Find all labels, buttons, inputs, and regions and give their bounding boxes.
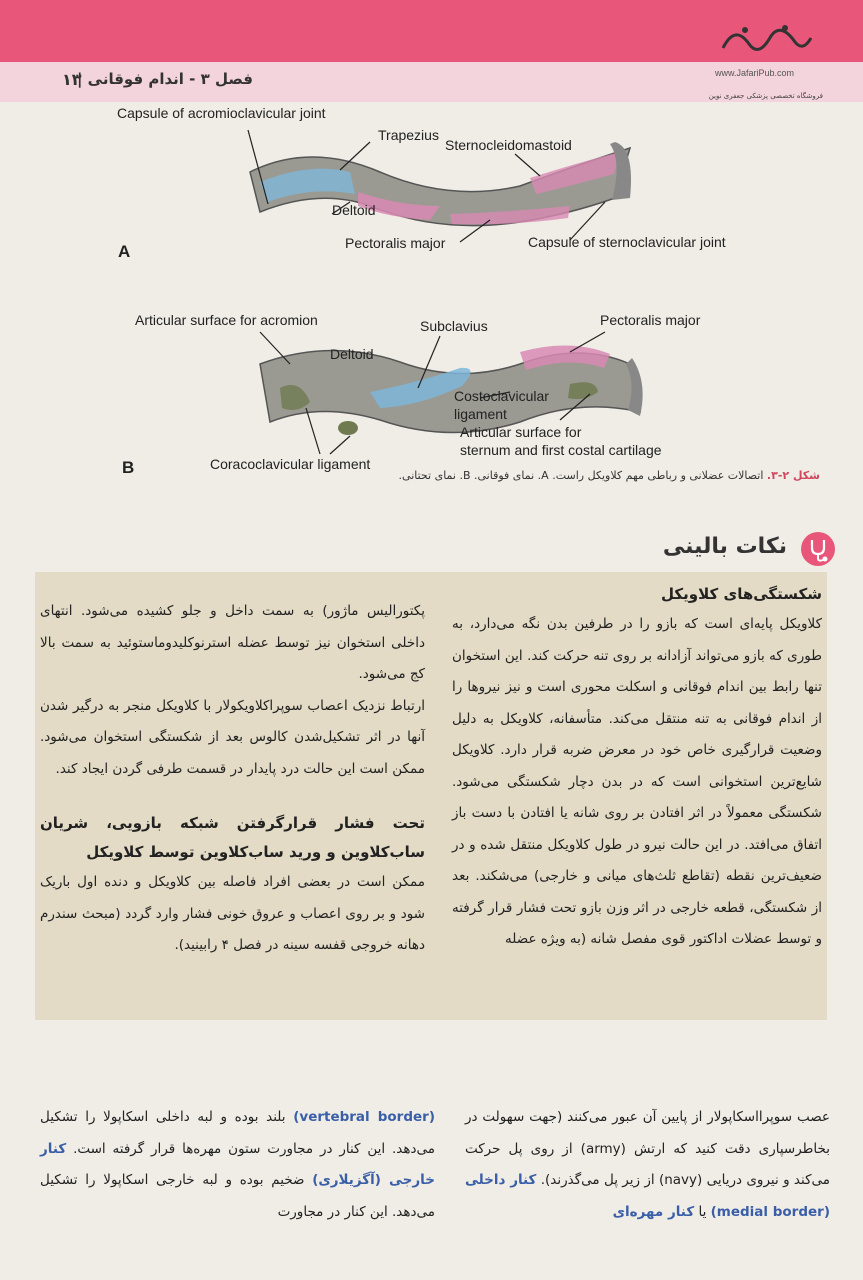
fracture-text: کلاویکل پایه‌ای است که بازو را در طرفین بدن نگه می‌دارد، به طوری که بازو می‌تواند آزادانه بر روی تنه حرکت کند. این استخوان تنها رابط بین اندام فوقانی و اسکلت محوری است و نیز نیروها را از اندام فوقانی به تنه منتقل می‌کند. متأسفانه، کلاویکل به دلیل وضعیت قرارگیری خاص خود در معرض ضربه قرار دارد. کلاویکل شایع‌ترین استخوانی است که در بدن دچار شکستگی می‌شود. شکستگی معمولاً در اثر افتادن بر روی شانه یا افتادن با دست باز اتفاق می‌افتد. در این حالت نیرو در طول کلاویکل منتقل شده و در ضعیف‌ترین نقطه (تقاطع ثلث‌های میانی و خارجی) می‌شکند. بعد از شکستگی، قطعه خارجی در اثر وزن بازو تحت فشار قرار گرفته و توسط عضلات اداکتور قوی مفصل شانه (به ویژه عضله [452,616,822,947]
publisher-shop: فروشگاه تخصصی پزشکی جعفری نوین [708,92,823,100]
panel-a-letter: A [118,242,131,261]
scapula-text-left [40,1102,435,1228]
bottom-right-text-1: عصب سوپرااسکاپولار از پایین آن عبور می‌کنند (جهت سهولت در بخاطرسپاری دقت کنید که ارتش (army) از روی پل حرکت می‌کند و نیروی دریایی (navy) از زیر پل می‌گذرند). [465,1109,831,1188]
panel-b-letter: B [122,458,135,477]
scapula-text-right [465,1102,830,1228]
page-number: ۱۳ [62,70,82,89]
bottom-right-column [465,1102,830,1228]
label-subclavius: Subclavius [420,318,488,334]
vertebral-border-english: (vertebral border) [293,1109,435,1125]
label-capsule-acromioclavicular: Capsule of acromioclavicular joint [117,105,326,121]
medial-border-term: کنار داخلی (medial border) [465,1172,830,1220]
chapter-title: فصل ۳ - اندام فوقانی | [76,70,253,88]
label-articular-sternum-2: sternum and first costal cartilage [460,442,662,458]
clinical-notes-title: نکات بالینی [662,534,787,559]
caption-number: شکل ۲-۳. [766,469,820,482]
bottom-right-text-2: یا [694,1203,711,1220]
left-column [40,596,425,962]
publisher-site: www.JafariPub.com [715,68,795,78]
label-articular-sternum: Articular surface for [460,424,582,440]
label-capsule-sternoclavicular: Capsule of sternoclavicular joint [528,234,726,250]
right-column [452,580,822,956]
bottom-left-text-1: بلند بوده و لبه داخلی اسکاپولا را تشکیل می‌دهد. این کنار در مجاورت ستون مهره‌ها قرار گرفته است. [40,1109,435,1157]
fracture-heading: شکستگی‌های کلاویکل [661,585,822,603]
label-costoclavicular-ligament: ligament [454,406,507,422]
bottom-left-column [40,1102,435,1228]
compression-heading: تحت فشار قرارگرفتن شبکه بازویی، شریان ساب‌کلاوین و ورید ساب‌کلاوین توسط کلاویکل [40,814,425,861]
publisher-logo-icon [715,18,815,66]
bottom-left-text-2: ضخیم بوده و لبه خارجی اسکاپولا را تشکیل می‌دهد. این کنار در مجاورت [40,1172,435,1220]
label-deltoid-b: Deltoid [330,346,374,362]
clavicle-figure [100,102,820,522]
figure-caption [30,466,820,485]
label-trapezius: Trapezius [378,127,439,143]
vertebral-border-term: کنار مهره‌ای [612,1203,695,1220]
label-costoclavicular: Costoclavicular [454,388,549,404]
clinical-notes-header [455,530,835,570]
label-sternocleidomastoid: Sternocleidomastoid [445,137,572,153]
label-pectoralis-major-a: Pectoralis major [345,235,446,251]
left-para-3: ممکن است در بعضی افراد فاصله بین کلاویکل و دنده اول باریک شود و بر روی اعصاب و عروق خونی فشار وارد گردد (مبحث سندرم دهانه خروجی قفسه سینه در فصل ۴ رابینید). [40,874,425,953]
label-coracoclavicular: Coracoclavicular ligament [210,456,371,472]
caption-text: اتصالات عضلانی و رباطی مهم کلاویکل راست. A. نمای فوقانی. B. نمای تحتانی. [398,469,767,482]
left-para-2: ارتباط نزدیک اعصاب سوپراکلاویکولار با کلاویکل منجر به درگیر شدن آنها در اثر تشکیل‌شدن کالوس بعد از شکستگی استخوان می‌شود. ممکن است این حالت درد پایدار در قسمت طرفی گردن ایجاد کند. [40,697,425,777]
label-deltoid-a: Deltoid [332,202,376,218]
lateral-border-term: کنار خارجی (آگزیلاری) [40,1140,435,1188]
publisher-logo [715,18,825,88]
label-articular-acromion: Articular surface for acromion [135,312,318,328]
stethoscope-icon [801,532,835,566]
left-para-1: پکتورالیس ماژور) به سمت داخل و جلو کشیده می‌شود. انتهای داخلی استخوان نیز توسط عضله استرنوکلیدوماستوئید به سمت بالا کج می‌شود. [40,603,425,682]
label-pectoralis-major-b: Pectoralis major [600,312,701,328]
